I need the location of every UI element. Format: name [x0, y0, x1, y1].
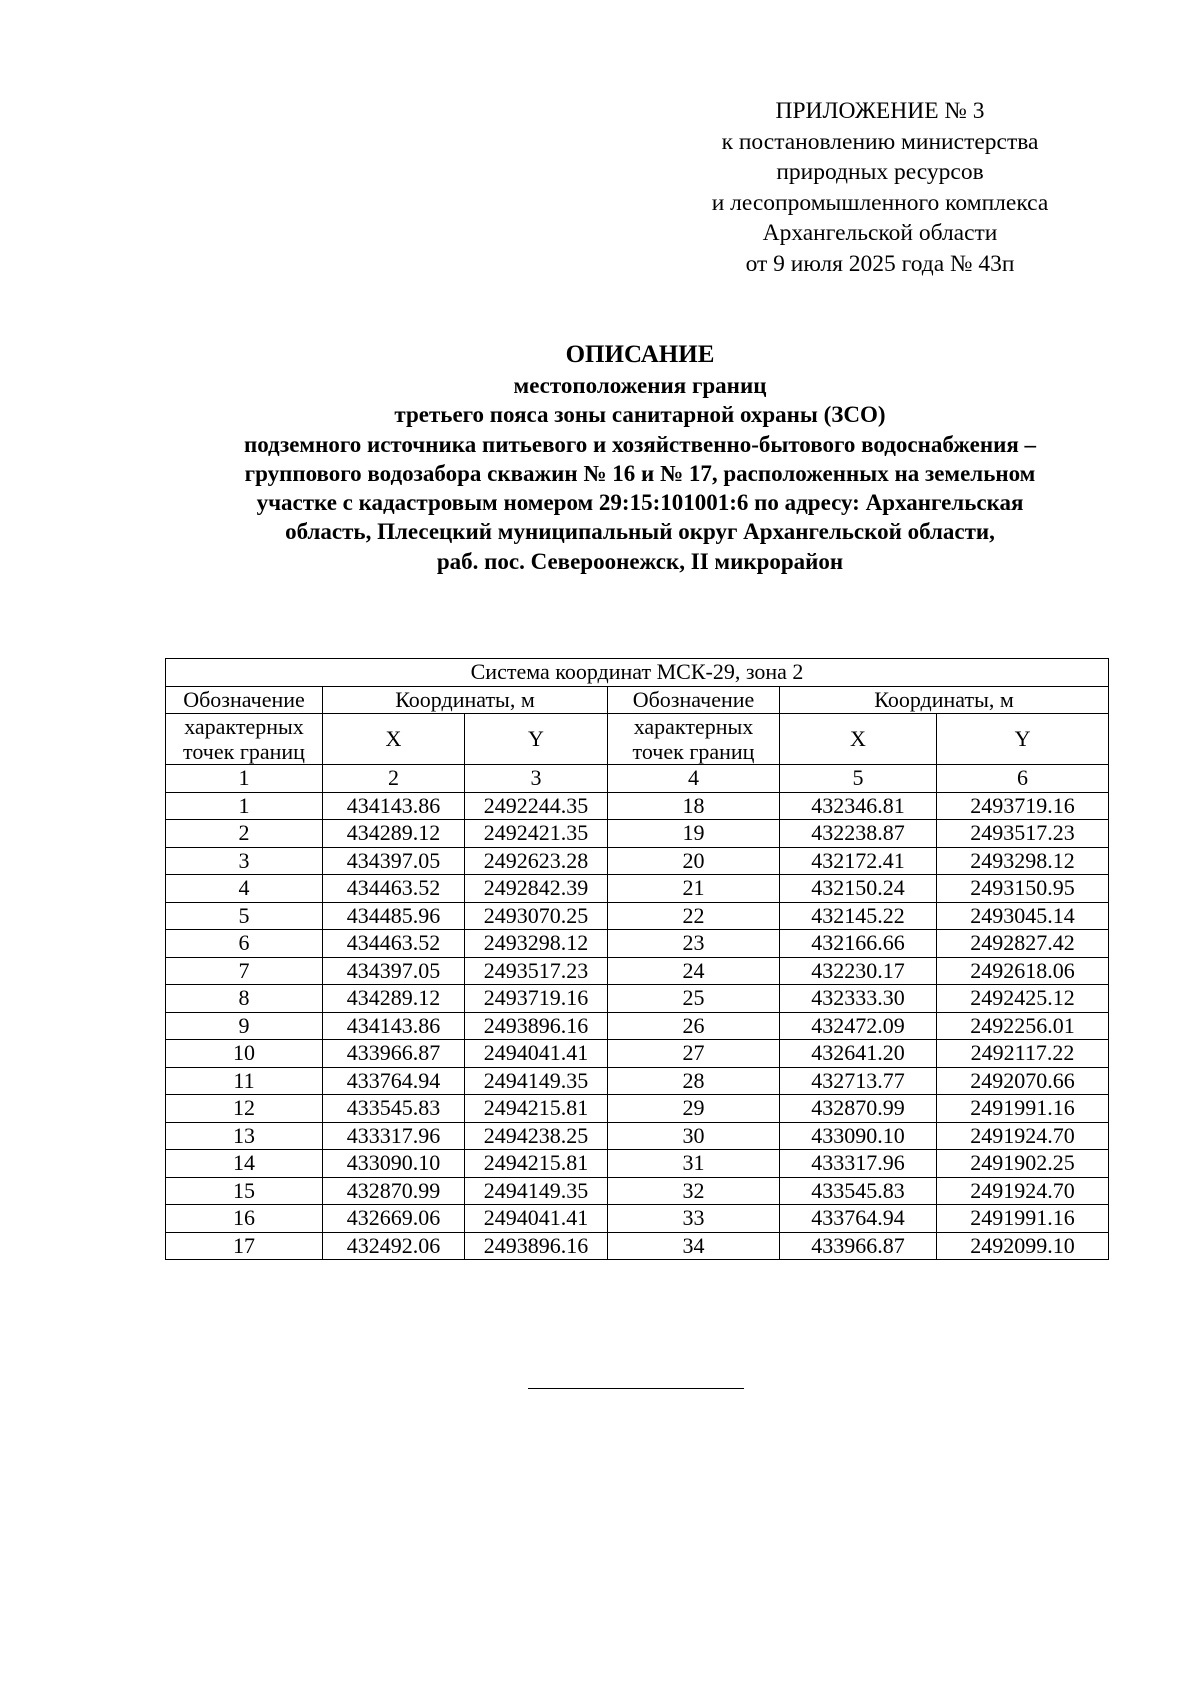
y-coordinate: 2494238.25: [465, 1122, 608, 1150]
column-number: 1: [166, 765, 323, 793]
y-coordinate: 2492421.35: [465, 820, 608, 848]
x-coordinate: 432230.17: [780, 957, 937, 985]
table-row: [166, 847, 1109, 875]
table-row: [166, 1177, 1109, 1205]
annex-line: Архангельской области: [762, 220, 998, 246]
x-coordinate: 433545.83: [323, 1095, 465, 1123]
point-number: 1: [166, 792, 323, 820]
column-number: 2: [323, 765, 465, 793]
x-coordinate: 433317.96: [323, 1122, 465, 1150]
y-coordinate: 2491991.16: [937, 1205, 1109, 1233]
point-number: 16: [166, 1205, 323, 1233]
table-row: [166, 985, 1109, 1013]
table-row: [166, 1122, 1109, 1150]
y-coordinate: 2492099.10: [937, 1232, 1109, 1260]
y-coordinate: 2493517.23: [465, 957, 608, 985]
header-point-label-right-cont: [608, 714, 780, 765]
x-coordinate: 432669.06: [323, 1205, 465, 1233]
table-row: [166, 1012, 1109, 1040]
x-coordinate: 432492.06: [323, 1232, 465, 1260]
x-coordinate: 432346.81: [780, 792, 937, 820]
y-coordinate: 2493045.14: [937, 902, 1109, 930]
point-number: 11: [166, 1067, 323, 1095]
x-coordinate: 433764.94: [780, 1205, 937, 1233]
header-coords-left: Координаты, м: [323, 686, 608, 714]
x-coordinate: 433966.87: [780, 1232, 937, 1260]
x-coordinate: 433090.10: [780, 1122, 937, 1150]
point-number: 26: [608, 1012, 780, 1040]
y-coordinate: 2492244.35: [465, 792, 608, 820]
y-coordinate: 2491991.16: [937, 1095, 1109, 1123]
point-number: 7: [166, 957, 323, 985]
annex-line: от 9 июля 2025 года № 43п: [745, 250, 1015, 277]
x-coordinate: 434485.96: [323, 902, 465, 930]
point-number: 10: [166, 1040, 323, 1068]
y-coordinate: 2493298.12: [465, 930, 608, 958]
annex-line: ПРИЛОЖЕНИЕ № 3: [775, 98, 985, 124]
table-row: [166, 1095, 1109, 1123]
point-number: 8: [166, 985, 323, 1013]
y-coordinate: 2492618.06: [937, 957, 1109, 985]
y-coordinate: 2493298.12: [937, 847, 1109, 875]
annex-header: [640, 96, 1120, 279]
point-number: 23: [608, 930, 780, 958]
point-number: 24: [608, 957, 780, 985]
table-row: [166, 820, 1109, 848]
x-coordinate: 432145.22: [780, 902, 937, 930]
x-coordinate: 432238.87: [780, 820, 937, 848]
header-point-label-right: Обозначение: [608, 686, 780, 714]
point-number: 6: [166, 930, 323, 958]
point-number: 19: [608, 820, 780, 848]
y-coordinate: 2493517.23: [937, 820, 1109, 848]
x-coordinate: 432150.24: [780, 875, 937, 903]
table-row: [166, 1205, 1109, 1233]
title-line: участке с кадастровым номером 29:15:101001:6 по адресу: Архангельская: [256, 490, 1024, 516]
document-title: [60, 340, 1200, 576]
x-coordinate: 432172.41: [780, 847, 937, 875]
x-coordinate: 432166.66: [780, 930, 937, 958]
x-coordinate: 434289.12: [323, 820, 465, 848]
y-coordinate: 2492117.22: [937, 1040, 1109, 1068]
point-number: 14: [166, 1150, 323, 1178]
table-row: [166, 1040, 1109, 1068]
table-caption-row: [166, 659, 1109, 687]
header-point-label-left-cont: [166, 714, 323, 765]
point-number: 25: [608, 985, 780, 1013]
x-coordinate: 433764.94: [323, 1067, 465, 1095]
x-coordinate: 432641.20: [780, 1040, 937, 1068]
y-coordinate: 2493070.25: [465, 902, 608, 930]
table-row: [166, 930, 1109, 958]
y-coordinate: 2492256.01: [937, 1012, 1109, 1040]
point-number: 32: [608, 1177, 780, 1205]
x-coordinate: 434289.12: [323, 985, 465, 1013]
point-number: 30: [608, 1122, 780, 1150]
x-coordinate: 434397.05: [323, 847, 465, 875]
point-number: 5: [166, 902, 323, 930]
point-number: 17: [166, 1232, 323, 1260]
x-coordinate: 434463.52: [323, 930, 465, 958]
y-coordinate: 2494215.81: [465, 1095, 608, 1123]
title-line: подземного источника питьевого и хозяйственно-бытового водоснабжения –: [243, 431, 1037, 457]
header-text: точек границ: [632, 739, 755, 764]
annex-line: и лесопромышленного комплекса: [711, 189, 1049, 216]
table-header-row: [166, 714, 1109, 765]
column-number-row: [166, 765, 1109, 793]
point-number: 12: [166, 1095, 323, 1123]
coordinate-system-caption: Система координат МСК-29, зона 2: [166, 659, 1109, 687]
x-coordinate: 433090.10: [323, 1150, 465, 1178]
header-x-left: X: [323, 714, 465, 765]
header-text: точек границ: [183, 739, 305, 764]
y-coordinate: 2494041.41: [465, 1040, 608, 1068]
column-number: 3: [465, 765, 608, 793]
y-coordinate: 2492827.42: [937, 930, 1109, 958]
y-coordinate: 2491902.25: [937, 1150, 1109, 1178]
x-coordinate: 434143.86: [323, 1012, 465, 1040]
annex-line: к постановлению министерства: [721, 128, 1039, 155]
y-coordinate: 2493896.16: [465, 1232, 608, 1260]
table-row: [166, 957, 1109, 985]
header-coords-right: Координаты, м: [780, 686, 1109, 714]
y-coordinate: 2494149.35: [465, 1177, 608, 1205]
y-coordinate: 2493719.16: [937, 792, 1109, 820]
table-row: [166, 792, 1109, 820]
x-coordinate: 432713.77: [780, 1067, 937, 1095]
column-number: 4: [608, 765, 780, 793]
main-title: ОПИСАНИЕ: [565, 341, 715, 368]
coordinates-table: [165, 658, 1109, 1260]
y-coordinate: 2492425.12: [937, 985, 1109, 1013]
table-row: [166, 875, 1109, 903]
point-number: 2: [166, 820, 323, 848]
column-number: 6: [937, 765, 1109, 793]
table-row: [166, 1150, 1109, 1178]
table-row: [166, 1232, 1109, 1260]
point-number: 29: [608, 1095, 780, 1123]
point-number: 27: [608, 1040, 780, 1068]
header-text: характерных: [633, 714, 754, 739]
x-coordinate: 434397.05: [323, 957, 465, 985]
point-number: 28: [608, 1067, 780, 1095]
point-number: 20: [608, 847, 780, 875]
header-text: характерных: [184, 714, 304, 739]
header-y-right: Y: [937, 714, 1109, 765]
title-line: местоположения границ: [513, 373, 767, 398]
header-x-right: X: [780, 714, 937, 765]
y-coordinate: 2491924.70: [937, 1177, 1109, 1205]
x-coordinate: 434143.86: [323, 792, 465, 820]
closing-rule: [528, 1388, 744, 1389]
x-coordinate: 432472.09: [780, 1012, 937, 1040]
table-row: [166, 1067, 1109, 1095]
point-number: 33: [608, 1205, 780, 1233]
x-coordinate: 432870.99: [323, 1177, 465, 1205]
x-coordinate: 434463.52: [323, 875, 465, 903]
x-coordinate: 433966.87: [323, 1040, 465, 1068]
y-coordinate: 2492070.66: [937, 1067, 1109, 1095]
point-number: 13: [166, 1122, 323, 1150]
title-line: раб. пос. Североонежск, II микрорайон: [436, 548, 844, 574]
header-point-label-left: Обозначение: [166, 686, 323, 714]
x-coordinate: 433317.96: [780, 1150, 937, 1178]
y-coordinate: 2491924.70: [937, 1122, 1109, 1150]
y-coordinate: 2492623.28: [465, 847, 608, 875]
point-number: 3: [166, 847, 323, 875]
point-number: 22: [608, 902, 780, 930]
title-line: область, Плесецкий муниципальный округ Архангельской области,: [285, 519, 995, 545]
point-number: 34: [608, 1232, 780, 1260]
table-header-row: [166, 686, 1109, 714]
y-coordinate: 2493150.95: [937, 875, 1109, 903]
point-number: 4: [166, 875, 323, 903]
point-number: 9: [166, 1012, 323, 1040]
title-line: группового водозабора скважин № 16 и № 17, расположенных на земельном: [244, 460, 1036, 486]
point-number: 31: [608, 1150, 780, 1178]
x-coordinate: 432870.99: [780, 1095, 937, 1123]
annex-line: природных ресурсов: [776, 159, 984, 185]
column-number: 5: [780, 765, 937, 793]
y-coordinate: 2492842.39: [465, 875, 608, 903]
x-coordinate: 432333.30: [780, 985, 937, 1013]
y-coordinate: 2494041.41: [465, 1205, 608, 1233]
y-coordinate: 2494215.81: [465, 1150, 608, 1178]
table-row: [166, 902, 1109, 930]
point-number: 15: [166, 1177, 323, 1205]
y-coordinate: 2493719.16: [465, 985, 608, 1013]
header-y-left: Y: [465, 714, 608, 765]
y-coordinate: 2494149.35: [465, 1067, 608, 1095]
point-number: 21: [608, 875, 780, 903]
title-line: третьего пояса зоны санитарной охраны (ЗСО): [394, 402, 886, 428]
y-coordinate: 2493896.16: [465, 1012, 608, 1040]
x-coordinate: 433545.83: [780, 1177, 937, 1205]
point-number: 18: [608, 792, 780, 820]
